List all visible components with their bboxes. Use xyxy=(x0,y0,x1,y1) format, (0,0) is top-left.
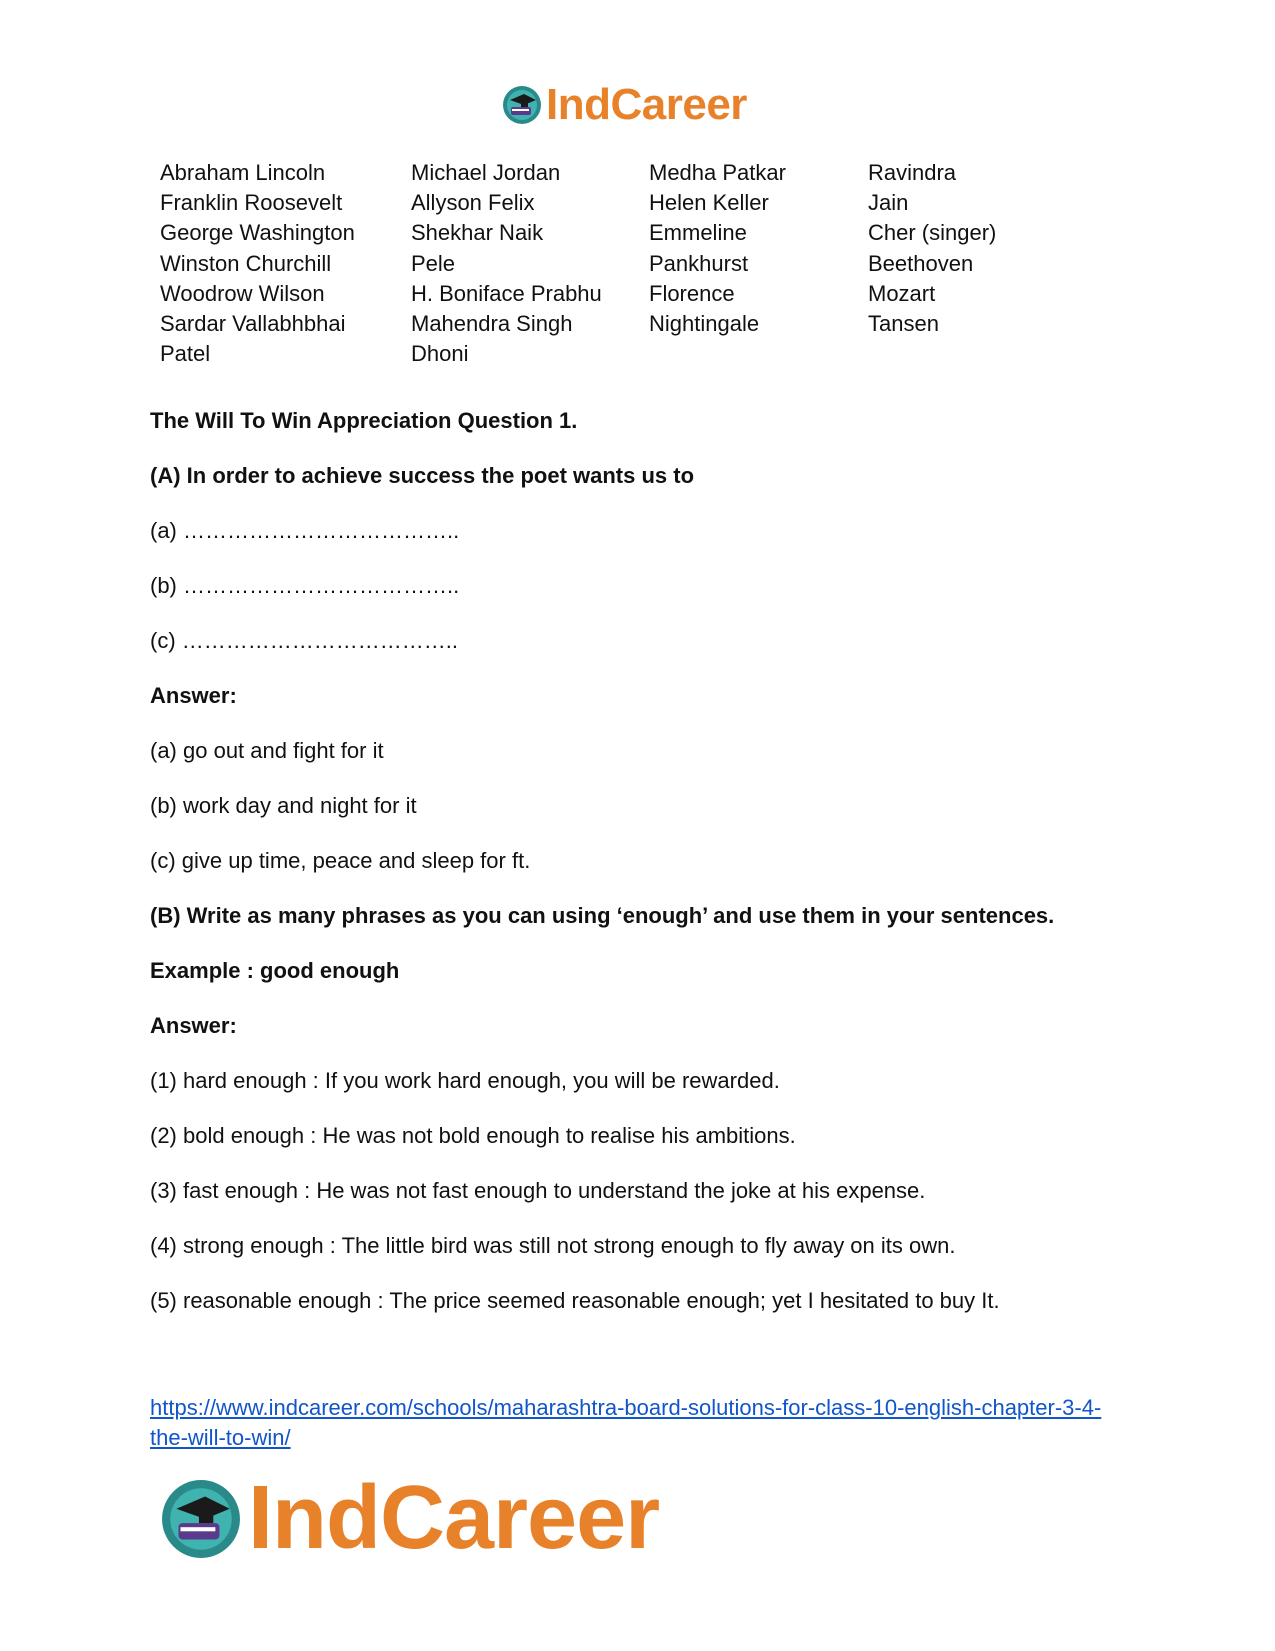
answer-item: (c) give up time, peace and sleep for ft. xyxy=(150,848,531,873)
list-item: Ravindra xyxy=(868,160,957,185)
graduation-cap-book-icon xyxy=(160,1478,242,1560)
names-column-1 xyxy=(160,158,355,369)
list-item: Helen Keller xyxy=(649,190,769,216)
answer-item: (b) work day and night for it xyxy=(150,793,417,818)
logo-wordmark: IndCareer xyxy=(248,1468,660,1568)
list-item: Nightingale xyxy=(649,310,760,336)
list-item: Pankhurst xyxy=(649,250,749,276)
question-title: The Will To Win Appreciation Question 1. xyxy=(150,408,578,433)
list-item: Beethoven xyxy=(868,250,974,276)
list-item: Patel xyxy=(160,341,211,367)
list-item: Jain xyxy=(868,190,909,216)
list-item: Michael Jordan xyxy=(411,160,561,185)
list-item: Emmeline xyxy=(649,220,747,246)
blank-line: (c) ……………………………….. xyxy=(150,628,458,653)
answer-item: (5) reasonable enough : The price seemed reasonable enough; yet I hesitated to buy It. xyxy=(150,1288,1000,1313)
part-a-prompt: (A) In order to achieve success the poet wants us to xyxy=(150,463,695,488)
example-text: Example : good enough xyxy=(150,958,400,983)
blank-line: (a) ……………………………….. xyxy=(150,518,460,543)
answer-label: Answer: xyxy=(150,1013,237,1038)
list-item: Tansen xyxy=(868,310,939,336)
source-link[interactable]: https://www.indcareer.com/schools/maharashtra-board-solutions-for-class-10-english-chapter-3-4-the-will-to-win/ xyxy=(150,1395,1102,1450)
list-item: Woodrow Wilson xyxy=(160,280,325,306)
list-item: Cher (singer) xyxy=(868,220,997,246)
blank-line: (b) ……………………………….. xyxy=(150,573,460,598)
answer-item: (1) hard enough : If you work hard enough, you will be rewarded. xyxy=(150,1068,780,1093)
answer-item: (a) go out and fight for it xyxy=(150,738,384,763)
list-item: Medha Patkar xyxy=(649,160,786,185)
list-item: Pele xyxy=(411,250,456,276)
list-item: Florence xyxy=(649,280,735,306)
list-item: George Washington xyxy=(160,220,355,246)
list-item: Winston Churchill xyxy=(160,250,332,276)
list-item: Franklin Roosevelt xyxy=(160,190,343,216)
names-column-2 xyxy=(411,158,602,369)
part-b-prompt: (B) Write as many phrases as you can using ‘enough’ and use them in your sentences. xyxy=(150,903,1055,928)
list-item: Abraham Lincoln xyxy=(160,160,326,185)
answer-item: (2) bold enough : He was not bold enough to realise his ambitions. xyxy=(150,1123,796,1148)
list-item: Shekhar Naik xyxy=(411,220,544,246)
graduation-cap-book-icon xyxy=(502,85,542,125)
list-item: Mahendra Singh xyxy=(411,310,573,336)
list-item: H. Boniface Prabhu xyxy=(411,280,602,306)
list-item: Mozart xyxy=(868,280,936,306)
logo-wordmark: IndCareer xyxy=(546,80,747,129)
list-item: Sardar Vallabhbhai xyxy=(160,310,346,336)
answer-item: (4) strong enough : The little bird was still not strong enough to fly away on its own. xyxy=(150,1233,956,1258)
list-item: Allyson Felix xyxy=(411,190,535,216)
names-column-3 xyxy=(649,158,786,339)
indcareer-logo-top xyxy=(502,80,747,130)
list-item: Dhoni xyxy=(411,341,469,367)
names-column-4 xyxy=(868,158,996,339)
answer-label: Answer: xyxy=(150,683,237,708)
indcareer-logo-bottom xyxy=(160,1467,659,1570)
answer-item: (3) fast enough : He was not fast enough to understand the joke at his expense. xyxy=(150,1178,926,1203)
